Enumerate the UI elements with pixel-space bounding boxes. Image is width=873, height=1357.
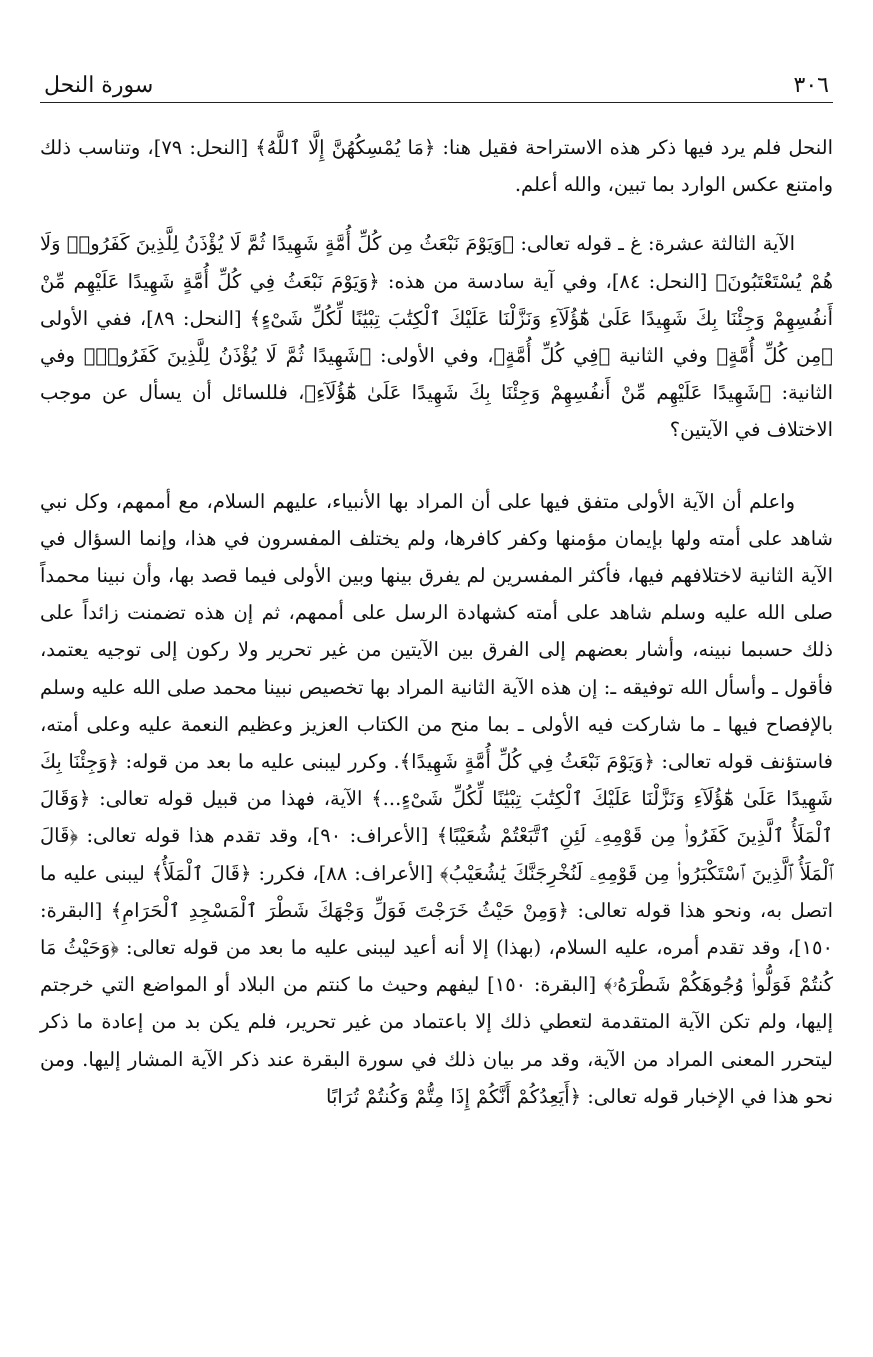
page-body [40,129,833,1115]
paragraph-continuation: النحل فلم يرد فيها ذكر هذه الاستراحة فقيل هنا: ﴿مَا يُمْسِكُهُنَّ إِلَّا ٱللَّهُ﴾ [النحل: ٧٩]، وتناسب ذلك وامتنع عكس الوارد بما تبين، والله أعلم. [40,136,834,197]
page-number: ٣٠٦ [793,73,829,98]
page-header [40,60,833,103]
paragraph-question: الآية الثالثة عشرة: غ ـ قوله تعالى: ﴿وَيَوْمَ نَبْعَثُ مِن كُلِّ أُمَّةٍ شَهِيدًا ثُمَّ لَا يُؤْذَنُ لِلَّذِينَ كَفَرُوا۟ وَلَا هُمْ يُسْتَعْتَبُونَ﴾ [النحل: ٨٤]، وفي آية سادسة من هذه: ﴿وَيَوْمَ نَبْعَثُ فِي كُلِّ أُمَّةٍ شَهِيدًا عَلَيْهِم مِّنْ أَنفُسِهِمْ وَجِئْنَا بِكَ شَهِيدًا عَلَىٰ هَٰٓؤُلَآءِ وَنَزَّلْنَا عَلَيْكَ ٱلْكِتَٰبَ تِبْيَٰنًا لِّكُلِّ شَىْءٍ﴾ [النحل: ٨٩]، ففي الأولى ﴿مِن كُلِّ أُمَّةٍ﴾ وفي الثانية ﴿فِي كُلِّ أُمَّةٍ﴾، وفي الأولى: ﴿شَهِيدًا ثُمَّ لَا يُؤْذَنُ لِلَّذِينَ كَفَرُوا۟﴾ وفي الثانية: ﴿شَهِيدًا عَلَيْهِم مِّنْ أَنفُسِهِمْ وَجِئْنَا بِكَ شَهِيدًا عَلَىٰ هَٰٓؤُلَآءِ﴾، فللسائل أن يسأل عن موجب الاختلاف في الآيتين؟ [40,232,833,442]
paragraph-answer: واعلم أن الآية الأولى متفق فيها على أن المراد بها الأنبياء، عليهم السلام، مع أممهم، وكل نبي شاهد على أمته ولها بإيمان مؤمنها وكفر كافرها، ولم يختلف المفسرون في هذا، وإنما السؤال في الآية الثانية لاختلافهم فيها، فأكثر المفسرين لم يفرق بينها وبين الأولى فيما قصد بها، وأن نبينا محمداً صلى الله عليه وسلم شاهد على أمته كشهادة الرسل على أممهم، ثم إن هذه تضمنت زائداً على ذلك حسبما نبينه، وأشار بعضهم إلى الفرق بين الآيتين من غير تحرير ولا ركون إلى توجيه يعتمد، فأقول ـ وأسأل الله توفيقه ـ: إن هذه الآية الثانية المراد بها تخصيص نبينا محمد صلى الله عليه وسلم بالإفصاح فيها ـ ما شاركت فيه الأولى ـ بما منح من الكتاب العزيز وعظيم النعمة عليه وعلى أمته، فاستؤنف قوله تعالى: ﴿وَيَوْمَ نَبْعَثُ فِي كُلِّ أُمَّةٍ شَهِيدًا﴾. وكرر ليبنى عليه ما بعد من قوله: ﴿وَجِئْنَا بِكَ شَهِيدًا عَلَىٰ هَٰٓؤُلَآءِ وَنَزَّلْنَا عَلَيْكَ ٱلْكِتَٰبَ تِبْيَٰنًا لِّكُلِّ شَىْءٍ...﴾ الآية، فهذا من قبيل قوله تعالى: ﴿وَقَالَ ٱلْمَلَأُ ٱلَّذِينَ كَفَرُوا۟ مِن قَوْمِهِۦ لَئِنِ ٱتَّبَعْتُمْ شُعَيْبًا﴾ [الأعراف: ٩٠]، وقد تقدم هذا قوله تعالى: ﴿قَالَ ٱلْمَلَأُ ٱلَّذِينَ ٱسْتَكْبَرُوا۟ مِن قَوْمِهِۦ لَنُخْرِجَنَّكَ يَٰشُعَيْبُ﴾ [الأعراف: ٨٨]، فكرر: ﴿قَالَ ٱلْمَلَأُ﴾ ليبنى عليه ما اتصل به، ونحو هذا قوله تعالى: ﴿وَمِنْ حَيْثُ خَرَجْتَ فَوَلِّ وَجْهَكَ شَطْرَ ٱلْمَسْجِدِ ٱلْحَرَامِ﴾ [البقرة: ١٥٠]، وقد تقدم أمره، عليه السلام، (بهذا) إلا أنه أعيد ليبنى عليه ما بعد من قوله تعالى: ﴿وَحَيْثُ مَا كُنتُمْ فَوَلُّوا۟ وُجُوهَكُمْ شَطْرَهُۥ﴾ [البقرة: ١٥٠] ليفهم وحيث ما كنتم من البلاد أو المواضع التي خرجتم إليها، ولم تكن الآية المتقدمة لتعطي ذلك إلا باعتماد من غير تحرير، فلم يكن بد من إعادة ما ذكر ليتحرر المعنى المراد من الآية، وقد مر بيان ذلك في سورة البقرة عند ذكر الآية المشار إليها. ومن نحو هذا في الإخبار قوله تعالى: ﴿أَيَعِدُكُمْ أَنَّكُمْ إِذَا مِتُّمْ وَكُنتُمْ تُرَابًا [40,489,834,1108]
surah-title: سورة النحل [44,73,154,98]
